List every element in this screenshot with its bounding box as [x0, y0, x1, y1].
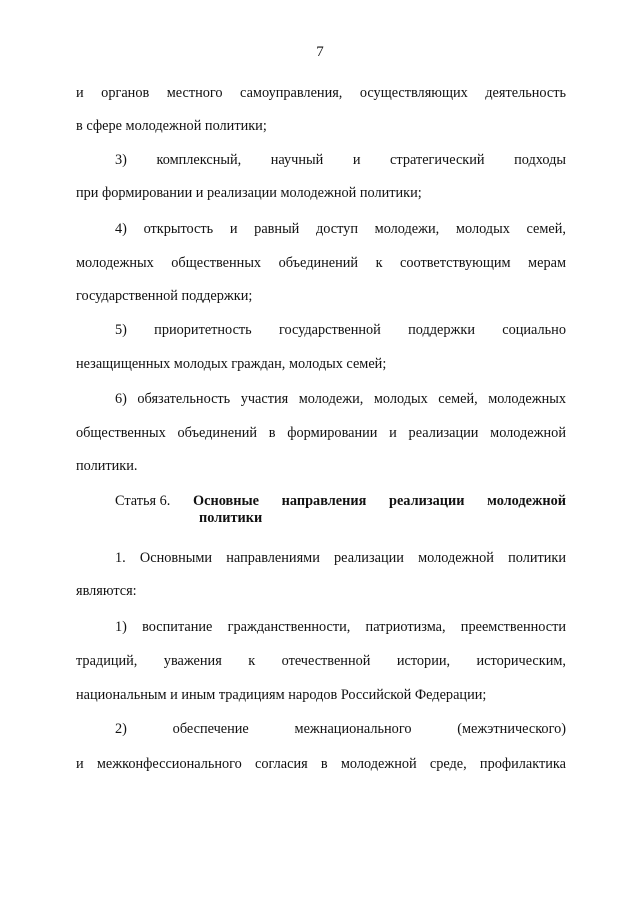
text-line: незащищенных молодых граждан, молодых семей;	[76, 356, 387, 372]
list-item-4: 4) открытость и равный доступ молодежи, молодых семей,	[115, 221, 566, 237]
text-line: являются:	[76, 583, 137, 599]
article-title-continued: политики	[199, 510, 263, 526]
text-line: общественных объединений в формировании и реализации молодежной	[76, 425, 566, 441]
list-item-2: 2) обеспечение межнационального (межэтнического)	[115, 721, 566, 737]
page-number: 7	[316, 44, 324, 60]
text-line: при формировании и реализации молодежной политики;	[76, 185, 422, 201]
list-item-1: 1) воспитание гражданственности, патриотизма, преемственности	[115, 619, 566, 635]
text-line: традиций, уважения к отечественной истории, историческим,	[76, 653, 566, 669]
text-line: в сфере молодежной политики;	[76, 118, 267, 134]
text-line: национальным и иным традициям народов Российской Федерации;	[76, 687, 487, 703]
text-line: и органов местного самоуправления, осуществляющих деятельность	[76, 85, 566, 101]
article-label: Статья 6.	[115, 493, 171, 509]
text-line: политики.	[76, 458, 138, 474]
text-line: и межконфессионального согласия в молодежной среде, профилактика	[76, 756, 566, 772]
list-item-5: 5) приоритетность государственной поддержки социально	[115, 322, 566, 338]
text-line: государственной поддержки;	[76, 288, 253, 304]
paragraph-line: 1. Основными направлениями реализации молодежной политики	[115, 550, 566, 566]
text-line: молодежных общественных объединений к соответствующим мерам	[76, 255, 566, 271]
list-item-6: 6) обязательность участия молодежи, молодых семей, молодежных	[115, 391, 566, 407]
list-item-3: 3) комплексный, научный и стратегический подходы	[115, 152, 566, 168]
article-title: Основные направления реализации молодежной	[193, 493, 566, 509]
